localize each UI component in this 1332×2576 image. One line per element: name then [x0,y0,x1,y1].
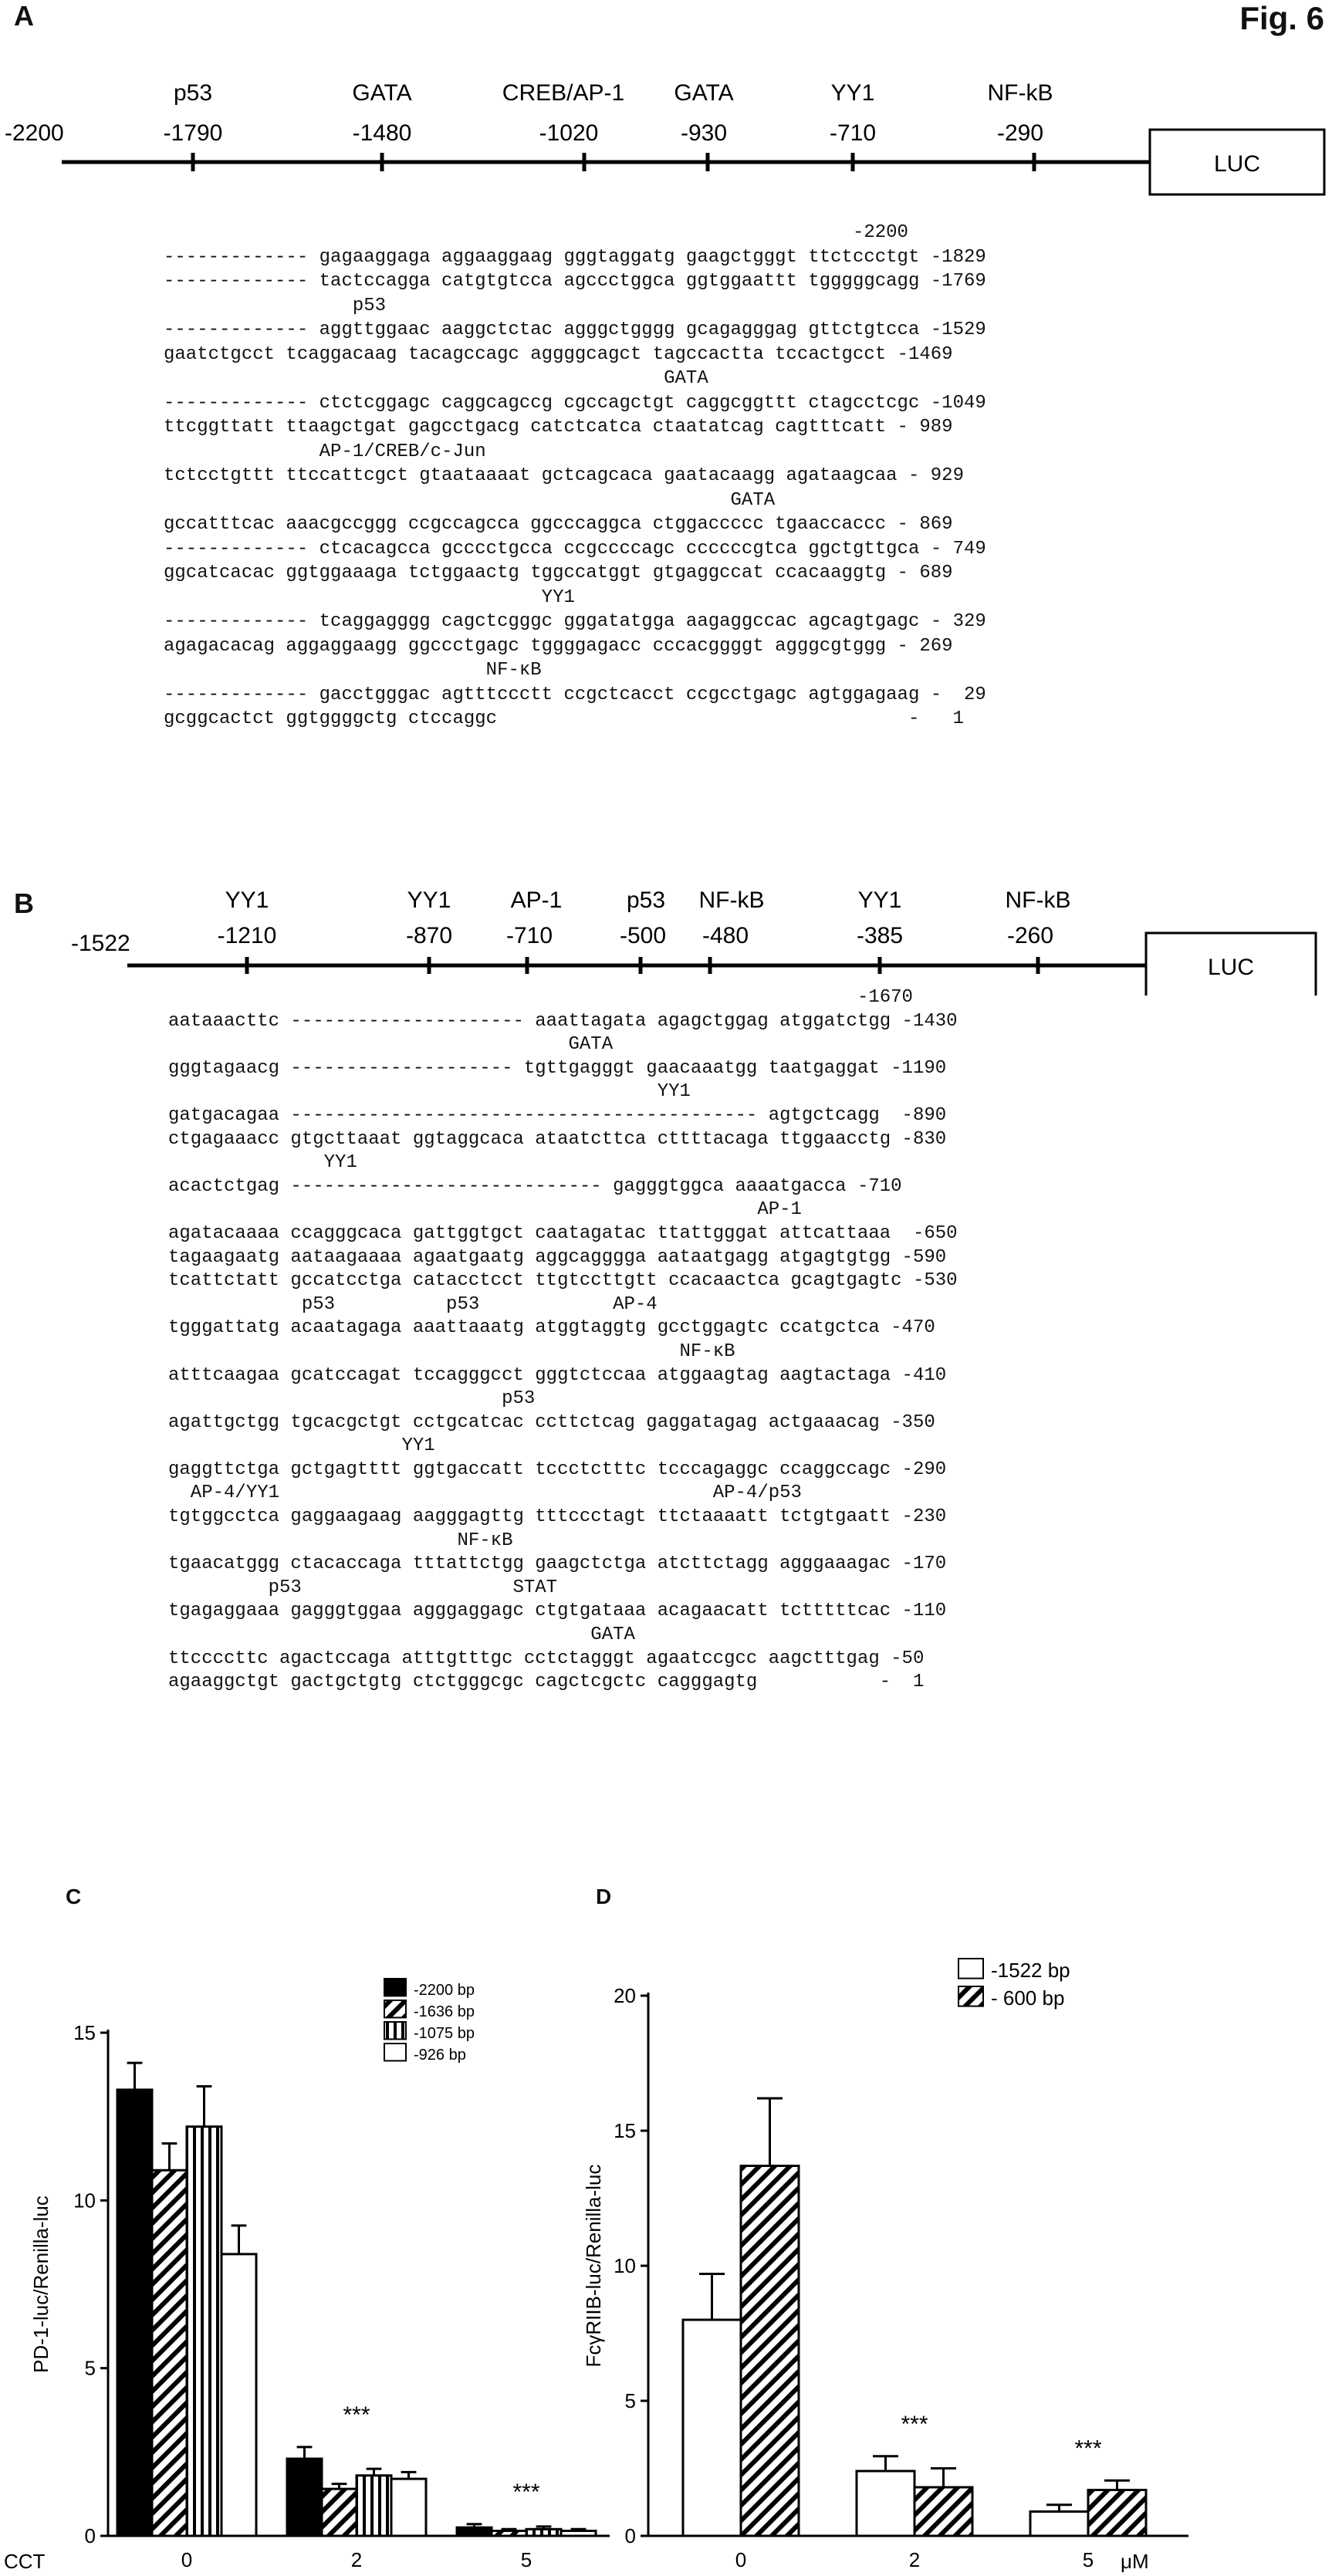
panel-b-start-label: -1522 [71,931,130,956]
panel-a-seq-line: ------------- tcaggagggg cagctcgggc gggatatgga aagaggccac agcagtgagc - 329 [164,611,986,632]
legend-label: - 600 bp [991,1986,1065,2010]
panel-a-seq-line: GATA [164,368,708,389]
y-axis-label: PD-1-luc/Renilla-luc [29,2196,52,2373]
y-axis-label: FcγRIIB-luc/Renilla-luc [582,2164,605,2368]
y-tick-label: 0 [84,2524,96,2547]
significance-label: *** [512,2479,540,2505]
panel-b-site-1 [406,887,452,974]
x-tick-label: 2 [908,2548,921,2571]
legend-label: -1636 bp [414,2003,475,2020]
significance-label: *** [901,2411,928,2437]
panel-a-site-3 [674,80,733,171]
svg-text:p53: p53 [173,80,213,106]
bar [492,2530,526,2536]
panel-b-seq-line: YY1 [168,1152,357,1174]
svg-text:GATA: GATA [674,80,734,106]
panel-b-label: B [14,887,34,919]
y-tick-label: 10 [614,2254,636,2277]
panel-a-seq-line: ------------- aggttggaac aaggctctac agggctgggg gcagagggag gttctgtcca -1529 [164,319,986,340]
panel-a-seq-line: p53 [164,295,387,316]
bar [1088,2490,1146,2537]
svg-text:-1790: -1790 [163,120,223,146]
panel-a-seq-line: gccatttcac aaacgccggg ccgccagcca ggcccaggca ctggaccccc tgaaccaccc - 869 [164,514,953,535]
panel-a-seq-line: ggcatcacac ggtggaaaga tctggaactg tggccatggt gtgaggccat ccacaaggtg - 689 [164,563,953,583]
bar [1030,2512,1088,2537]
y-tick-label: 15 [614,2119,636,2142]
panel-a-seq-line: gcggcactct ggtggggctg ctccaggc - 1 [164,708,964,729]
panel-a-site-0 [164,80,223,171]
panel-a-start-label: -2200 [5,120,64,146]
svg-text:CREB/AP-1: CREB/AP-1 [502,80,625,106]
y-tick-label: 20 [614,1984,636,2007]
bar [561,2530,596,2536]
legend-label: -926 bp [414,2047,466,2064]
svg-text:-870: -870 [405,923,453,948]
panel-b-seq-line: tagaagaatg aataagaaaa agaatgaatg aggcagggga aataatgagg atgagtgtgg -590 [168,1246,947,1268]
svg-text:NF-kB: NF-kB [698,887,765,913]
panel-a-seq-line: ------------- ctctcggagc caggcagccg cgccagctgt caggcggttt ctagcctcgc -1049 [164,392,986,414]
panel-c-label: C [66,1885,82,1908]
panel-b-seq-line: YY1 [168,1435,435,1457]
panel-b-site-6 [1006,887,1071,974]
svg-text:YY1: YY1 [407,887,451,913]
panel-b-seq-line: YY1 [168,1081,691,1103]
panel-a-seq-line: ------------- tactccagga catgtgtcca agccctggca ggtggaattt tgggggcagg -1769 [164,271,986,292]
panel-b-seq-line: -1670 [168,987,913,1008]
y-tick-label: 5 [84,2356,96,2380]
panel-b-seq-line: AP-1 [168,1199,802,1221]
bar [457,2527,492,2536]
svg-text:-930: -930 [680,120,728,146]
panel-d-label: D [596,1885,612,1908]
panel-b-seq-line: p53 p53 AP-4 [168,1293,658,1315]
bar [526,2529,561,2536]
charts-canvas [0,1914,1332,2576]
panel-a-seq-line: ttcggttatt ttaagctgat gagcctgacg catctcatca ctaatatcag cagtttcatt - 989 [164,417,953,438]
svg-text:NF-kB: NF-kB [987,80,1053,106]
panel-b-luc-label: LUC [1207,955,1255,980]
bar [187,2127,221,2536]
panel-b-site-5 [857,887,903,974]
y-tick-label: 0 [624,2524,636,2547]
y-tick-label: 5 [624,2389,636,2412]
panel-a-seq-line: GATA [164,489,776,511]
panel-b-seq-line: AP-4/YY1 AP-4/p53 [168,1482,802,1504]
panel-a-seq-line: YY1 [164,587,575,608]
panel-b-promoter-map [0,880,1332,996]
bar [287,2459,322,2536]
panel-a-seq-line: agagacacag aggaggaagg ggccctgagc tggggagacc cccacggggt agggcgtggg - 269 [164,635,953,657]
panel-a-site-5 [988,80,1053,171]
panel-a-seq-line: ------------- gacctgggac agtttccctt ccgctcacct ccgcctgagc agtggagaag - 29 [164,684,986,705]
bar [391,2479,426,2536]
x-tick-label: 2 [350,2548,363,2571]
svg-text:-480: -480 [701,923,749,948]
panel-a-luc-label: LUC [1213,151,1261,177]
significance-label: *** [343,2402,370,2428]
svg-text:-710: -710 [829,120,877,146]
bar [741,2166,799,2537]
panel-b-seq-line: tgagaggaaa gagggtggaa agggaggagc ctgtgataaa acagaacatt tctttttcac -110 [168,1601,947,1622]
panel-a-seq-line: AP-1/CREB/c-Jun [164,441,486,462]
legend-swatch [958,1986,983,2006]
legend-label: -2200 bp [414,1982,475,1999]
panel-a-promoter-map [0,69,1332,208]
panel-a-seq-line: tctcctgttt ttccattcgct gtaataaaat gctcagcaca gaatacaagg agataagcaa - 929 [164,465,964,486]
svg-text:GATA: GATA [352,80,412,106]
legend-swatch [958,1959,983,1979]
chart-d [582,1959,1188,2573]
panel-a-seq-line: ------------- gagaaggaga aggaaggaag gggtaggatg gaagctgggt ttctccctgt -1829 [164,246,986,268]
legend-swatch [384,2044,406,2060]
svg-text:-260: -260 [1006,923,1054,948]
legend-swatch [384,2000,406,2017]
panel-b-seq-line: ttccccttc agactccaga atttgtttgc cctctagggt agaatccgcc aagctttgag -50 [168,1648,925,1669]
svg-text:-1210: -1210 [217,923,277,948]
panel-b-seq-line: gggtagaacg -------------------- tgttgagggt gaacaaatgg taatgaggat -1190 [168,1057,947,1079]
svg-text:YY1: YY1 [857,887,902,913]
panel-b-seq-line: tgtggcctca gaggaagaag aagggagttg tttccctagt ttctaaaatt tctgtgaatt -230 [168,1506,947,1528]
chart-c [4,1979,610,2573]
svg-text:NF-kB: NF-kB [1005,887,1071,913]
svg-text:YY1: YY1 [830,80,875,106]
bar [152,2170,187,2536]
panel-b-seq-line: ctgagaaacc gtgcttaaat ggtaggcaca ataatcttca cttttacaga ttggaacctg -830 [168,1128,947,1150]
legend-label: -1522 bp [991,1959,1070,1982]
panel-b-site-0 [218,887,277,974]
x-tick-label: 5 [520,2548,532,2571]
svg-text:-710: -710 [505,923,553,948]
panel-b-seq-line: agatacaaaa ccagggcaca gattggtgct caatagatac ttattgggat attcattaaa -650 [168,1222,958,1244]
legend-swatch [384,1979,406,1996]
svg-text:p53: p53 [626,887,666,913]
bar [322,2489,357,2536]
x-tick-label: 0 [181,2548,193,2571]
panel-a-seq-line: NF-κB [164,660,542,681]
panel-b-seq-line: aataaacttc --------------------- aaattagata agagctggag atggatctgg -1430 [168,1010,958,1032]
bar [117,2090,152,2536]
svg-text:-1480: -1480 [352,120,412,146]
panel-a-seq-line: ------------- ctcacagcca gcccctgcca ccgccccagc ccccccgtca ggctgttgca - 749 [164,538,986,559]
bar [857,2471,914,2536]
panel-a-site-4 [830,80,876,171]
panel-b-site-2 [506,887,562,974]
svg-text:-500: -500 [619,923,667,948]
bar [357,2476,391,2536]
y-tick-label: 15 [73,2021,96,2044]
x-tick-label: 5 [1082,2548,1094,2571]
panel-b-seq-line: GATA [168,1624,635,1646]
svg-text:-1020: -1020 [539,120,599,146]
bar [221,2254,256,2536]
panel-b-seq-line: NF-κB [168,1530,513,1551]
panel-a-site-1 [352,80,411,171]
panel-a-sequence [164,221,986,732]
significance-label: *** [1074,2436,1102,2462]
svg-text:-290: -290 [996,120,1044,146]
panel-b-seq-line: gatgacagaa ------------------------------------------ agtgctcagg -890 [168,1104,947,1126]
panel-a-label: A [14,0,34,32]
legend-swatch [384,2022,406,2039]
x-axis-label: CCT [4,2550,46,2573]
panel-b-seq-line: p53 [168,1388,536,1410]
panel-b-seq-line: agaaggctgt gactgctgtg ctctgggcgc cagctcgctc cagggagtg - 1 [168,1672,925,1693]
y-tick-label: 10 [73,2189,96,2213]
x-axis-label: μM [1121,2550,1149,2573]
svg-text:-385: -385 [856,923,904,948]
panel-b-seq-line: p53 STAT [168,1577,558,1598]
figure-label: Fig. 6 [1239,0,1324,36]
panel-b-site-3 [620,887,666,974]
panel-a-seq-line: gaatctgcct tcaggacaag tacagccagc aggggcagct tagccactta tccactgcct -1469 [164,343,953,365]
bar [683,2320,741,2536]
panel-b-seq-line: acactctgag ---------------------------- gagggtggca aaaatgacca -710 [168,1175,902,1197]
panel-b-seq-line: agattgctgg tgcacgctgt cctgcatcac ccttctcag gaggatagag actgaaacag -350 [168,1411,935,1433]
panel-a-site-2 [502,80,624,171]
panel-b-sequence [168,986,958,1695]
bar [914,2487,972,2536]
panel-b-seq-line: GATA [168,1034,614,1056]
legend-label: -1075 bp [414,2025,475,2042]
svg-text:AP-1: AP-1 [510,887,563,913]
panel-b-seq-line: NF-κB [168,1340,735,1362]
x-tick-label: 0 [735,2548,747,2571]
panel-b-site-4 [699,887,765,974]
panel-b-seq-line: tgggattatg acaatagaga aaattaaatg atggtaggtg gcctggagtc ccatgctca -470 [168,1317,935,1339]
panel-b-seq-line: gaggttctga gctgagtttt ggtgaccatt tccctctttc tcccagaggc ccaggccagc -290 [168,1459,947,1480]
panel-b-seq-line: atttcaagaa gcatccagat tccagggcct gggtctccaa atggaagtag aagtactaga -410 [168,1364,947,1386]
panel-b-seq-line: tcattctatt gccatcctga catacctcct ttgtccttgtt ccacaactca gcagtgagtc -530 [168,1270,958,1292]
panel-b-seq-line: tgaacatggg ctacaccaga tttattctgg gaagctctga atcttctagg agggaaagac -170 [168,1553,947,1575]
svg-text:YY1: YY1 [225,887,269,913]
panel-a-seq-line: -2200 [164,222,908,243]
